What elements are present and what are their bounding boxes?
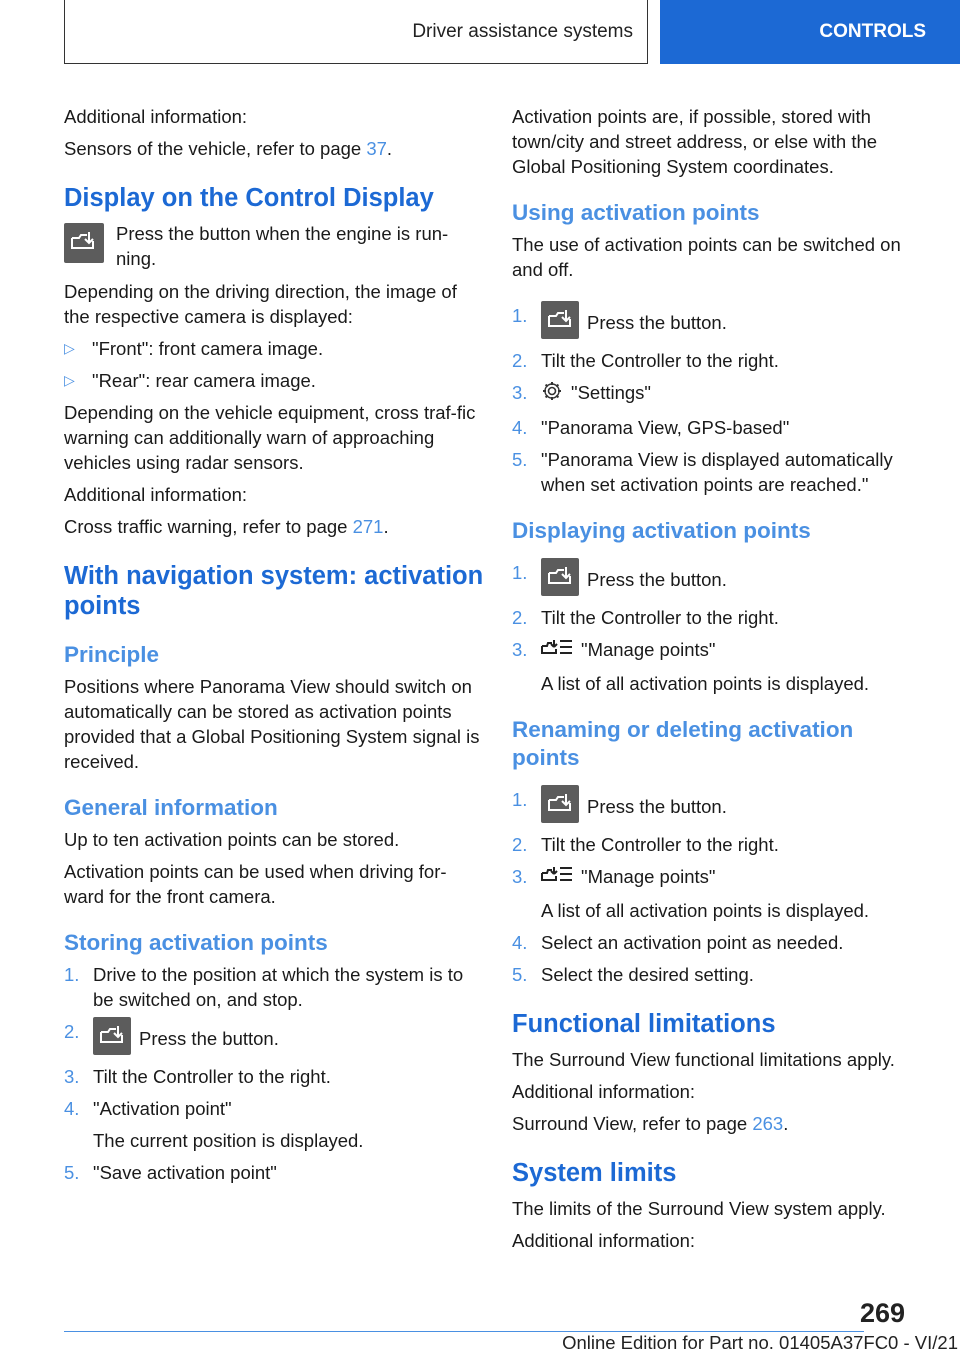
principle-text: Positions where Panorama View should switch on automatically can be stored as activation points provided that a Global Positioning System signal is received. <box>64 676 480 772</box>
page-link-37[interactable]: 37 <box>366 138 387 159</box>
camera-button-icon <box>541 301 579 339</box>
camera-button-icon <box>93 1017 131 1055</box>
page-link-263[interactable]: 263 <box>752 1113 784 1135</box>
cross-traffic-ref: Cross traffic warning, refer to page 271. <box>64 516 389 537</box>
additional-label: Additional information: <box>64 484 248 505</box>
camera-button-icon <box>541 558 579 596</box>
camera-button-icon <box>64 223 104 263</box>
general-text-1: Up to ten activation points can be stored. <box>64 829 400 850</box>
chapter-title: CONTROLS <box>819 21 926 42</box>
list-item: 1. Drive to the position at which the system is to be switched on, and stop. <box>64 964 464 1010</box>
list-item: 4. "Panorama View, GPS-based" <box>512 417 790 439</box>
list-item: 1. Press the button. <box>512 560 922 598</box>
manage-points-icon <box>541 638 573 664</box>
list-item: 2. Tilt the Controller to the right. <box>512 607 779 629</box>
triangle-bullet-icon: ▷ <box>64 372 75 388</box>
header-section <box>64 0 648 64</box>
using-text: The use of activation points can be switched on and off. <box>512 234 901 280</box>
heading-principle: Principle <box>64 642 160 667</box>
renaming-sub: A list of all activation points is displayed. <box>541 900 870 922</box>
list-item: 3. Tilt the Controller to the right. <box>64 1066 331 1087</box>
header-chapter[interactable] <box>660 0 960 64</box>
heading-using: Using activation points <box>512 200 760 225</box>
list-item: 5. "Save activation point" <box>64 1162 277 1183</box>
list-item: 3. "Manage points" <box>512 864 922 891</box>
triangle-bullet-icon: ▷ <box>64 340 75 356</box>
displaying-sub: A list of all activation points is displayed. <box>541 673 870 695</box>
intro-text: Sensors of the vehicle, refer to page 37. <box>64 138 393 159</box>
activation-stored: Activation points are, if possible, stored with town/city and street address, or else with the Global Positioning System coordinates. <box>512 106 878 177</box>
list-item: 2. Press the button. <box>64 1019 484 1057</box>
functional-text: The Surround View functional limitations apply. <box>512 1049 895 1071</box>
section-title: Driver assistance systems <box>412 20 633 42</box>
system-add: Additional information: <box>512 1230 696 1252</box>
list-item: ▷ "Rear": rear camera image. <box>64 370 316 391</box>
heading-displaying: Displaying activation points <box>512 518 811 544</box>
intro-label: Additional information: <box>64 106 248 127</box>
display-press: Press the button when the engine is run-ning. <box>64 221 484 271</box>
list-item: 2. Tilt the Controller to the right. <box>512 834 779 856</box>
surround-ref: Surround View, refer to page 263. <box>512 1113 789 1135</box>
list-item: 5. "Panorama View is displayed automatically when set activation points are reached." <box>512 449 893 496</box>
system-text: The limits of the Surround View system apply. <box>512 1198 886 1220</box>
list-item: 1. Press the button. <box>512 787 922 825</box>
footer-edition: Online Edition for Part no. 01405A37FC0 - VI/21 <box>562 1332 958 1353</box>
heading-navigation: With navigation system: activation points <box>64 562 484 620</box>
list-item: ▷ "Front": front camera image. <box>64 338 324 359</box>
heading-functional: Functional limitations <box>512 1010 776 1039</box>
list-item: 4. Select an activation point as needed. <box>512 932 844 954</box>
heading-storing: Storing activation points <box>64 930 328 955</box>
manage-points-icon <box>541 865 573 891</box>
storing-sub: The current position is displayed. <box>93 1130 364 1151</box>
heading-renaming: Renaming or deleting activation points <box>512 717 854 771</box>
general-text-2: Activation points can be used when driving for-ward for the front camera. <box>64 861 447 907</box>
depending-cross: Depending on the vehicle equipment, cross traf-fic warning can additionally warn of approaching vehicles using radar sensors. <box>64 402 476 473</box>
list-item: 3. "Settings" <box>512 380 922 408</box>
list-item: 2. Tilt the Controller to the right. <box>512 350 779 371</box>
heading-general: General information <box>64 795 278 820</box>
list-item: 3. "Manage points" <box>512 637 922 664</box>
functional-add: Additional information: <box>512 1081 696 1103</box>
right-column <box>512 104 922 1260</box>
list-item: 5. Select the desired setting. <box>512 964 754 986</box>
page-link-271[interactable]: 271 <box>352 516 384 537</box>
list-item: 1. Press the button. <box>512 303 922 341</box>
left-column <box>64 104 484 1192</box>
page-number: 269 <box>860 1298 906 1328</box>
heading-system-limits: System limits <box>512 1159 677 1188</box>
heading-display: Display on the Control Display <box>64 184 434 212</box>
list-item: 4. "Activation point" <box>64 1098 232 1119</box>
gear-icon <box>541 380 563 408</box>
depending-camera: Depending on the driving direction, the image of the respective camera is displayed: <box>64 281 457 327</box>
camera-button-icon <box>541 785 579 823</box>
